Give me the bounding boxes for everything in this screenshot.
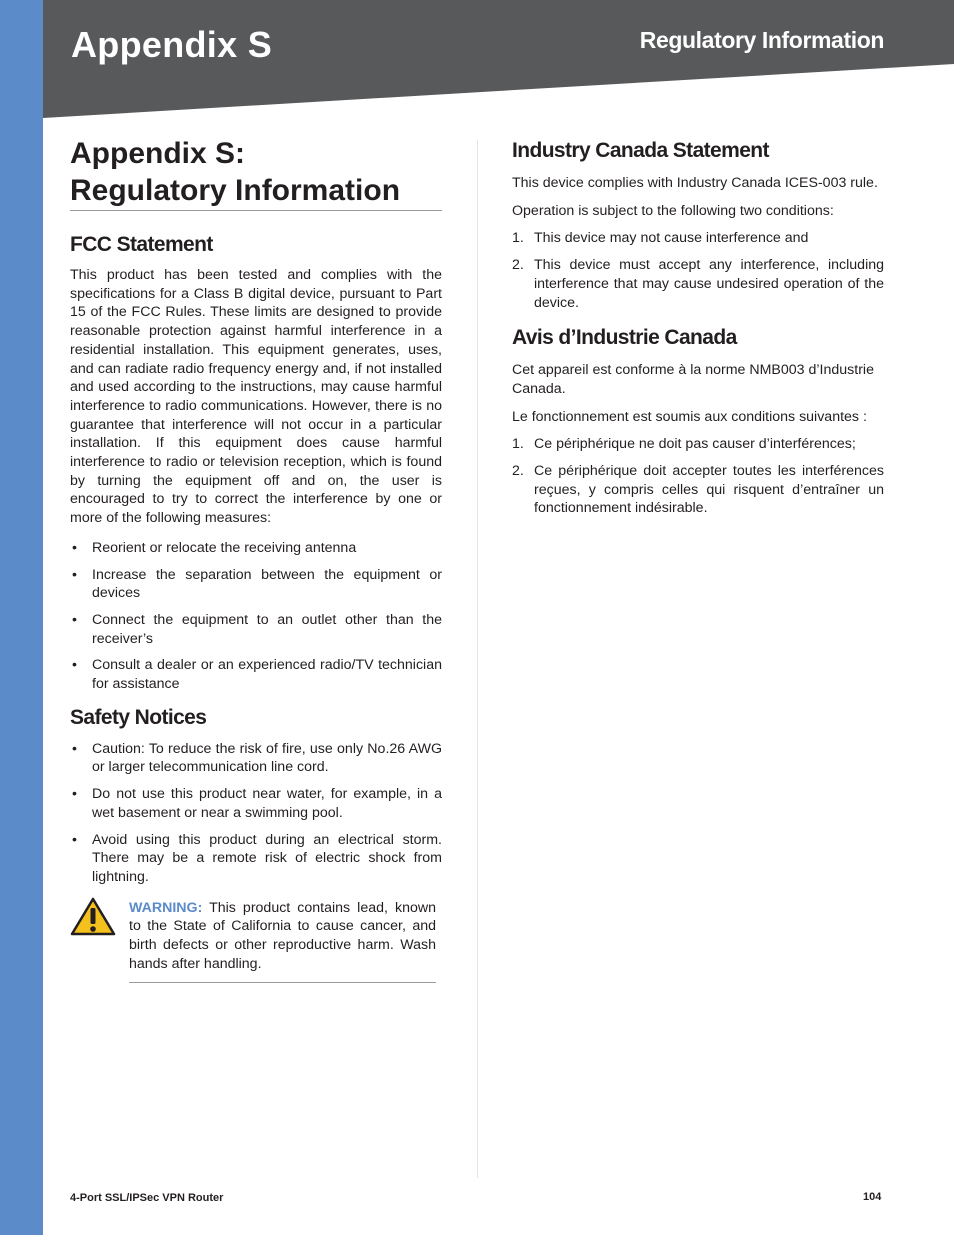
avis-p2: Le fonctionnement est soumis aux conditions suivantes : [512, 408, 867, 425]
list-number: 2. [512, 257, 524, 274]
page-title-line1: Appendix S: [70, 137, 246, 170]
fcc-measures-list [70, 539, 442, 694]
list-text: This device must accept any interference, including interference that may cause undesired operation of the device. [534, 257, 884, 311]
list-number: 2. [512, 463, 524, 480]
safety-list [70, 740, 442, 887]
header-section-title: Regulatory Information [639, 27, 884, 53]
left-column [70, 135, 442, 989]
list-item: • Avoid using this product during an electrical storm. There may be a remote risk of electric shock from lightning. [70, 831, 442, 887]
safety-heading: Safety Notices [70, 705, 207, 729]
page-title-line2: Regulatory Information [70, 174, 401, 207]
avis-p1: Cet appareil est conforme à la norme NMB003 d’Industrie Canada. [512, 362, 874, 397]
industry-canada-conditions [512, 229, 884, 312]
warning-box [70, 897, 442, 989]
list-item: • Consult a dealer or an experienced radio/TV technician for assistance [70, 656, 442, 693]
column-divider [477, 140, 478, 1178]
list-item [512, 462, 884, 518]
list-item: • Connect the equipment to an outlet other than the receiver’s [70, 611, 442, 648]
fcc-body: This product has been tested and complies with the specifications for a Class B digital device, pursuant to Part 15 of the FCC Rules. These limits are designed to provide reasonable protection against harmful interference in a residential installation. This equipment generates, uses, and can radiate radio frequency energy and, if not installed and used according to the instructions, may cause harmful interference to radio communications. However, there is no guarantee that interference will not occur in a particular installation. If this equipment does cause harmful interference to radio or television reception, which is found by turning the equipment off and on, the user is encouraged to try to correct the interference by one or more of the following measures: [70, 267, 442, 527]
warning-text [129, 899, 436, 983]
list-item: • Reorient or relocate the receiving antenna [70, 539, 442, 558]
list-number: 1. [512, 436, 524, 453]
warning-label: WARNING: [129, 899, 203, 916]
industry-canada-heading: Industry Canada Statement [512, 139, 769, 162]
footer-page-number: 104 [863, 1191, 882, 1203]
footer-product-name: 4-Port SSL/IPSec VPN Router [70, 1192, 224, 1204]
fcc-heading: FCC Statement [70, 233, 213, 256]
list-text: This device may not cause interference and [534, 230, 809, 247]
list-item [512, 229, 884, 248]
list-item [512, 256, 884, 312]
list-item: • Increase the separation between the equipment or devices [70, 566, 442, 603]
list-text: Ce périphérique doit accepter toutes les interférences reçues, y compris celles qui risquent d’entraîner un fonctionnement indésirable. [534, 463, 884, 517]
list-item [512, 435, 884, 454]
header-appendix-title: Appendix S [71, 24, 273, 65]
warning-icon [70, 897, 116, 937]
industry-canada-p1: This device complies with Industry Canada ICES-003 rule. [512, 175, 878, 191]
list-item: • Do not use this product near water, for example, in a wet basement or near a swimming pool. [70, 785, 442, 822]
list-number: 1. [512, 230, 524, 247]
page-header [43, 0, 954, 120]
right-column [512, 138, 884, 518]
warning-message: This product contains lead, known to the State of California to cause cancer, and birth defects or other reproductive harm. Wash hands after handling. [129, 899, 436, 972]
list-item: • Caution: To reduce the risk of fire, use only No.26 AWG or larger telecommunication line cord. [70, 740, 442, 777]
industry-canada-p2: Operation is subject to the following two conditions: [512, 202, 834, 219]
page-title [70, 135, 442, 211]
side-color-bar [0, 0, 43, 1235]
avis-conditions [512, 435, 884, 518]
list-text: Ce périphérique ne doit pas causer d’interférences; [534, 436, 856, 453]
avis-heading: Avis d’Industrie Canada [512, 326, 737, 350]
